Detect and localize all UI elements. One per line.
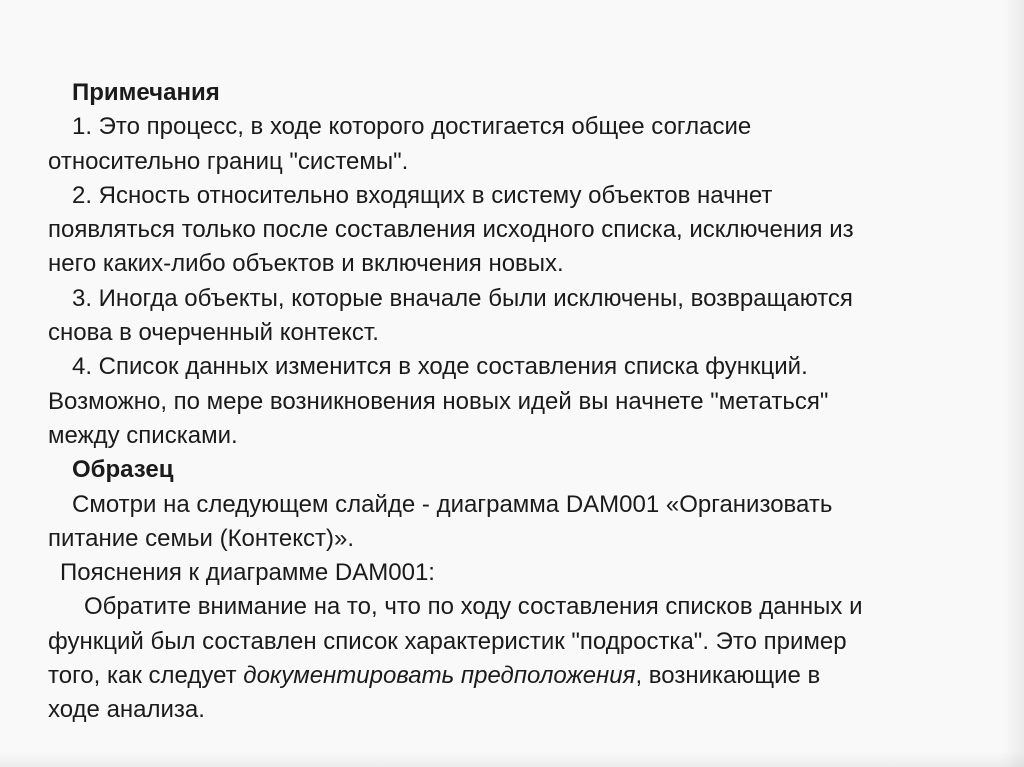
explanation-line-3: [48, 659, 1013, 693]
explanation-line-1: Обратите внимание на то, что по ходу составления списков данных и: [84, 593, 863, 621]
note-2-line-3: него каких-либо объектов и включения новых.: [48, 250, 564, 278]
explanation-line-2: функций был составлен список характеристик "подростка". Это пример: [48, 627, 847, 655]
note-3-line-1: 3. Иногда объекты, которые вначале были исключены, возвращаются: [72, 284, 853, 312]
explanations-heading: Пояснения к диаграмме DAM001:: [60, 559, 435, 587]
note-4-line-2: Возможно, по мере возникновения новых идей вы начнете "метаться": [48, 387, 829, 415]
note-4-line-3: между списками.: [48, 421, 238, 449]
note-1-line-1: 1. Это процесс, в ходе которого достигается общее согласие: [72, 113, 752, 141]
explanation-line-4: ходе анализа.: [48, 696, 205, 724]
emphasized-phrase: документировать предположения: [243, 662, 636, 690]
notes-heading: Примечания: [72, 79, 220, 106]
note-2-line-1: 2. Ясность относительно входящих в систему объектов начнет: [72, 181, 773, 209]
slide-edge-shadow-bottom: [0, 751, 1024, 767]
sample-line-1: Смотри на следующем слайде - диаграмма DAM001 «Организовать: [72, 490, 833, 518]
sample-line-2: питание семьи (Контекст)».: [48, 524, 354, 552]
note-3-line-2: снова в очерченный контекст.: [48, 319, 379, 347]
note-2-line-2: появляться только после составления исходного списка, исключения из: [48, 216, 854, 244]
slide-text-body: [48, 76, 1013, 728]
note-4-line-1: 4. Список данных изменится в ходе составления списка функций.: [72, 353, 808, 381]
note-1-line-2: относительно границ "системы".: [48, 147, 409, 175]
explanation-line-3-start: того, как следует: [48, 662, 244, 690]
explanation-line-3-end: , возникающие в: [635, 662, 821, 690]
sample-heading: Образец: [72, 456, 174, 484]
